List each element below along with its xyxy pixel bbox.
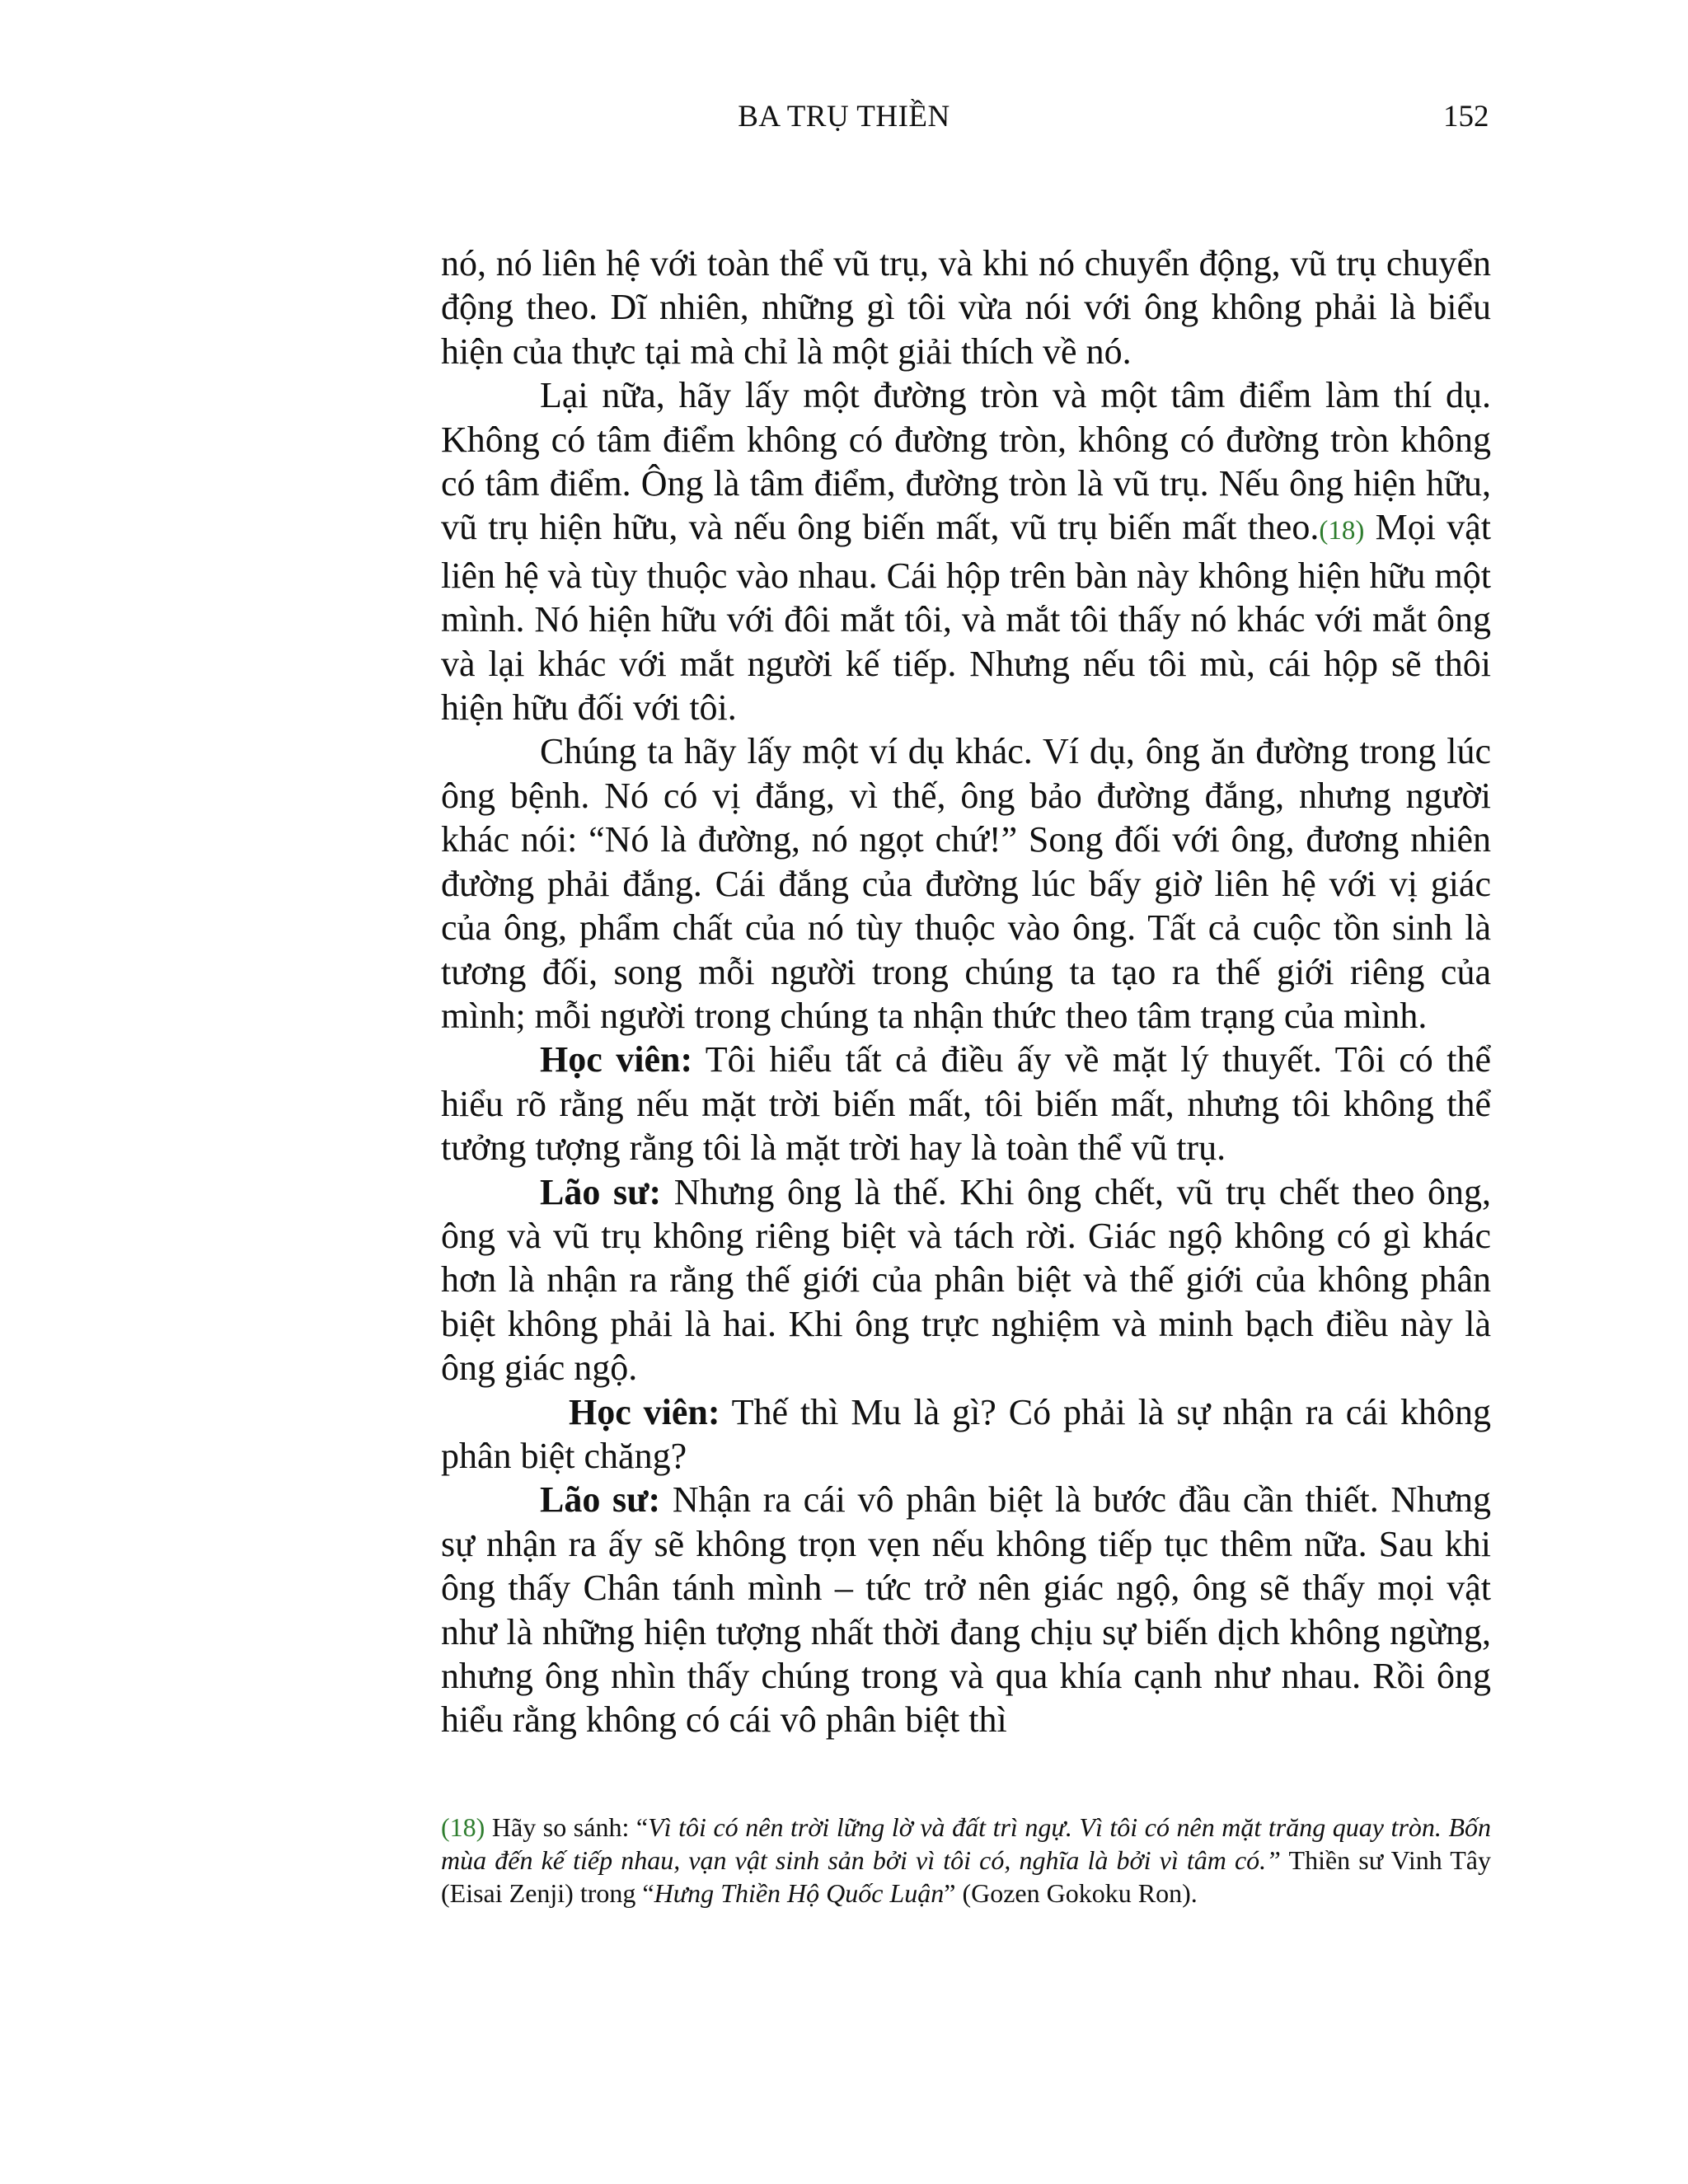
paragraph-2: [441, 373, 1491, 729]
dialogue-master-1: [441, 1170, 1491, 1390]
body-text: [441, 241, 1491, 1742]
page-number: 152: [1443, 100, 1489, 134]
footnote-lead: Hãy so sánh: “: [485, 1812, 649, 1842]
speaker-label: Học viên:: [540, 1039, 693, 1080]
running-header: BA TRỤ THIỀN: [738, 100, 950, 134]
dialogue-text: Nhưng ông là thế. Khi ông chết, vũ trụ chết theo ông, ông và vũ trụ không riêng biệt và tách rời. Giác ngộ không có gì khác hơn là nhận ra rằng thế giới của phân biệt và thế giới của không phân biệt không phải là hai. Khi ông trực nghiệm và minh bạch điều này là ông giác ngộ.: [441, 1171, 1491, 1389]
dialogue-master-2: [441, 1478, 1491, 1741]
footnote-tail: ” (Gozen Gokoku Ron).: [944, 1878, 1198, 1908]
paragraph-3: Chúng ta hãy lấy một ví dụ khác. Ví dụ, ông ăn đường trong lúc ông bệnh. Nó có vị đắng, vì thế, ông bảo đường đắng, nhưng người khác nói: “Nó là đường, nó ngọt chứ!” Song đối với ông, đương nhiên đường phải đắng. Cái đắng của đường lúc bấy giờ liên hệ với vị giác của ông, phẩm chất của nó tùy thuộc vào ông. Tất cả cuộc tồn sinh là tương đối, song mỗi người trong chúng ta tạo ra thế giới riêng của mình; mỗi người trong chúng ta nhận thức theo tâm trạng của mình.: [441, 731, 1491, 1036]
paragraph-2-text-b: Mọi vật liên hệ và tùy thuộc vào nhau. Cái hộp trên bàn này không hiện hữu một mình. Nó hiện hữu với đôi mắt tôi, và mắt tôi thấy nó khác với mắt ông và lại khác với mắt người kế tiếp. Nhưng nếu tôi mù, cái hộp sẽ thôi hiện hữu đối với tôi.: [441, 507, 1491, 729]
dialogue-student-2: [441, 1390, 1491, 1479]
paragraph-1: nó, nó liên hệ với toàn thể vũ trụ, và khi nó chuyển động, vũ trụ chuyển động theo. Dĩ nhiên, những gì tôi vừa nói với ông không phải là biểu hiện của thực tại mà chỉ là một giải thích về nó.: [441, 243, 1491, 372]
speaker-label: Lão sư:: [540, 1479, 661, 1521]
speaker-label: Lão sư:: [540, 1171, 662, 1212]
paragraph-2-text-a: Lại nữa, hãy lấy một đường tròn và một tâm điểm làm thí dụ. Không có tâm điểm không có đường tròn, không có đường tròn không có tâm điểm. Ông là tâm điểm, đường tròn là vũ trụ. Nếu ông hiện hữu, vũ trụ hiện hữu, và nếu ông biến mất, vũ trụ biến mất theo.: [441, 375, 1491, 548]
footnote-book-title: Hưng Thiền Hộ Quốc Luận: [654, 1878, 945, 1908]
dialogue-text: Thế thì Mu là gì? Có phải là sự nhận ra cái không phân biệt chăng?: [441, 1391, 1492, 1476]
footnote-quote: Vì tôi có nên trời lững lờ và đất trì ngự. Vì tôi có nên mặt trăng quay tròn. Bốn mùa đến kế tiếp nhau, vạn vật sinh sản bởi vì tôi có, nghĩa là bởi vì tâm có.”: [441, 1812, 1492, 1875]
dialogue-text: Nhận ra cái vô phân biệt là bước đầu cần thiết. Nhưng sự nhận ra ấy sẽ không trọn vẹn nếu không tiếp tục thêm nữa. Sau khi ông thấy Chân tánh mình – tức trở nên giác ngộ, ông sẽ thấy mọi vật như là những hiện tượng nhất thời đang chịu sự biến dịch không ngừng, nhưng ông nhìn thấy chúng trong và qua khía cạnh như nhau. Rồi ông hiểu rằng không có cái vô phân biệt thì: [441, 1479, 1491, 1741]
dialogue-student-1: [441, 1038, 1491, 1169]
footnote-marker: (18): [441, 1812, 485, 1842]
speaker-label: Học viên:: [569, 1391, 720, 1432]
footnote: [441, 1811, 1491, 1910]
dialogue-text: Tôi hiểu tất cả điều ấy về mặt lý thuyết. Tôi có thể hiểu rõ rằng nếu mặt trời biến mất, tôi biến mất, nhưng tôi không thể tưởng tượng rằng tôi là mặt trời hay là toàn thể vũ trụ.: [441, 1039, 1491, 1169]
footnote-mid: Thiền sư Vinh Tây (Eisai Zenji) trong “: [441, 1845, 1492, 1908]
footnote-reference[interactable]: (18): [1319, 516, 1365, 546]
